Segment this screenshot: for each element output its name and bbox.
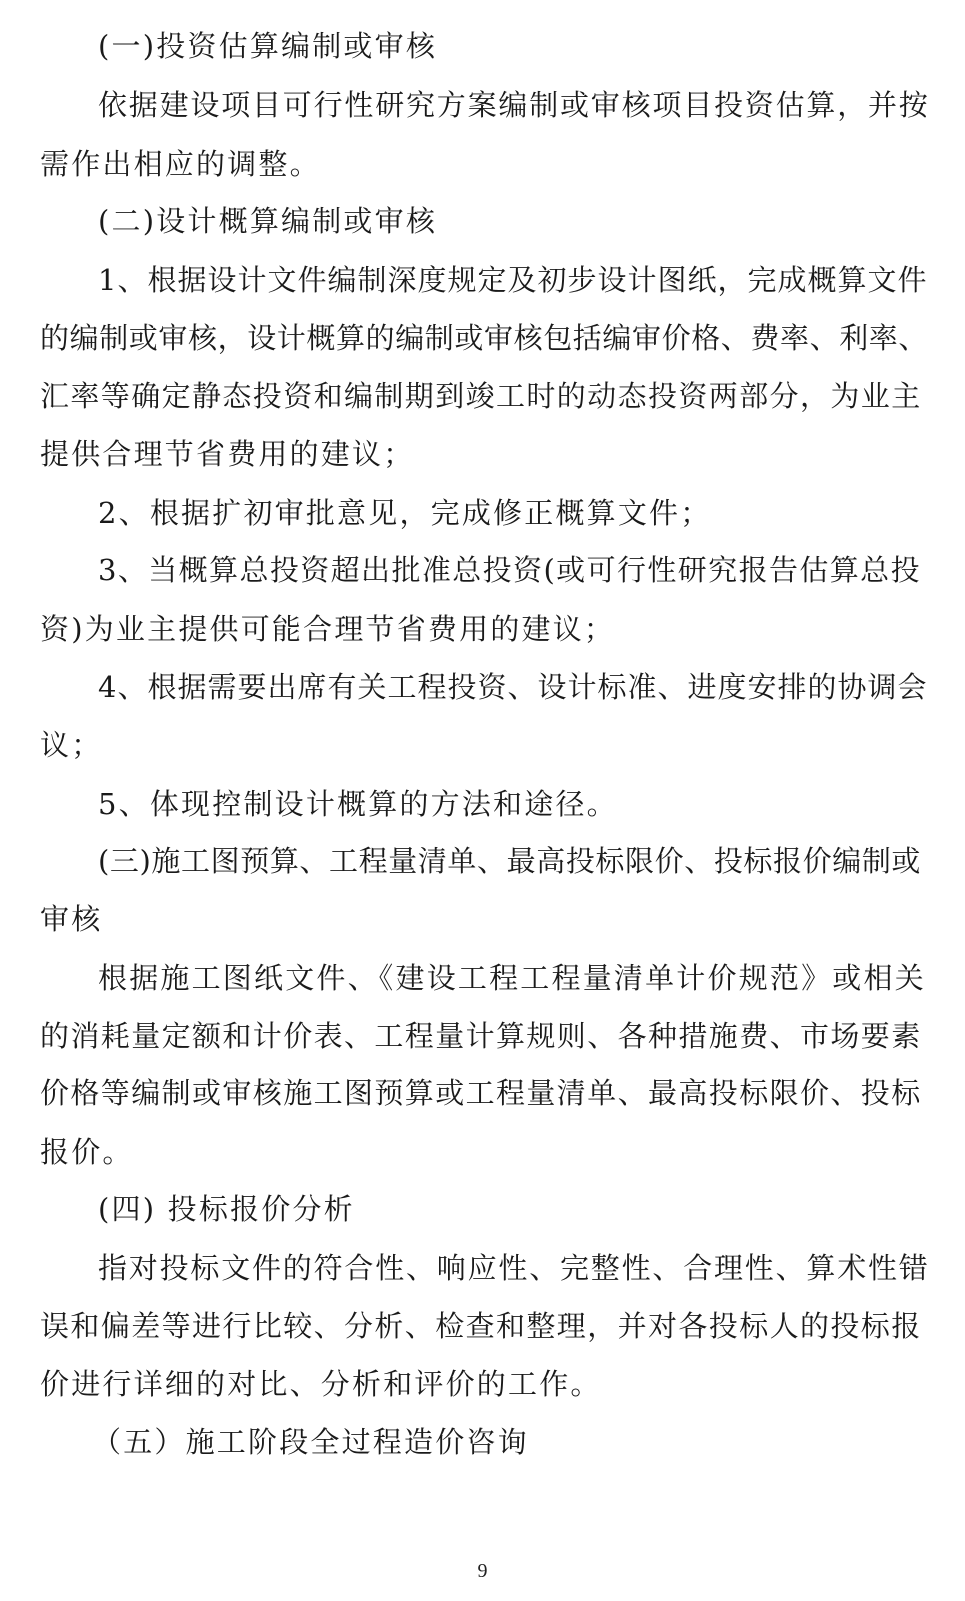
- paragraph-line: 议；: [40, 728, 103, 762]
- list-item: 5、体现控制设计概算的方法和途径。: [98, 787, 618, 821]
- paragraph-line: 的消耗量定额和计价表、工程量计算规则、各种措施费、市场要素: [40, 1019, 922, 1053]
- paragraph-line: 价格等编制或审核施工图预算或工程量清单、最高投标限价、投标: [40, 1076, 922, 1110]
- paragraph-line: 提供合理节省费用的建议；: [40, 437, 415, 471]
- paragraph-line: 资)为业主提供可能合理节省费用的建议；: [40, 612, 616, 646]
- paragraph-line: 1、根据设计文件编制深度规定及初步设计图纸，完成概算文件: [98, 263, 928, 297]
- paragraph-line: 指对投标文件的符合性、响应性、完整性、合理性、算术性错: [98, 1251, 930, 1285]
- paragraph-line: 根据施工图纸文件、《建设工程工程量清单计价规范》或相关: [98, 961, 926, 995]
- list-item: 2、根据扩初审批意见，完成修正概算文件；: [98, 496, 712, 530]
- section-heading-1: (一)投资估算编制或审核: [98, 29, 438, 63]
- section-heading-2: (二)设计概算编制或审核: [98, 204, 438, 238]
- list-item: 3、当概算总投资超出批准总投资(或可行性研究报告估算总投: [98, 553, 921, 587]
- list-item: 4、根据需要出席有关工程投资、设计标准、进度安排的协调会: [98, 670, 928, 704]
- section-heading-5: （五）施工阶段全过程造价咨询: [92, 1425, 529, 1459]
- section-heading-4: (四) 投标报价分析: [98, 1192, 355, 1226]
- paragraph-line: 报价。: [40, 1135, 134, 1169]
- page-number: 9: [477, 1560, 488, 1582]
- paragraph-line: 价进行详细的对比、分析和评价的工作。: [40, 1367, 602, 1401]
- paragraph-line: 的编制或审核，设计概算的编制或审核包括编审价格、费率、利率、: [40, 321, 929, 355]
- paragraph-line: 依据建设项目可行性研究方案编制或审核项目投资估算，并按: [98, 88, 930, 122]
- paragraph-line: 汇率等确定静态投资和编制期到竣工时的动态投资两部分，为业主: [40, 379, 922, 413]
- paragraph-line: 误和偏差等进行比较、分析、检查和整理，并对各投标人的投标报: [40, 1309, 922, 1343]
- section-heading-3-cont: 审核: [40, 902, 103, 936]
- paragraph-line: 需作出相应的调整。: [40, 147, 321, 181]
- section-heading-3: (三)施工图预算、工程量清单、最高投标限价、投标报价编制或: [98, 844, 922, 878]
